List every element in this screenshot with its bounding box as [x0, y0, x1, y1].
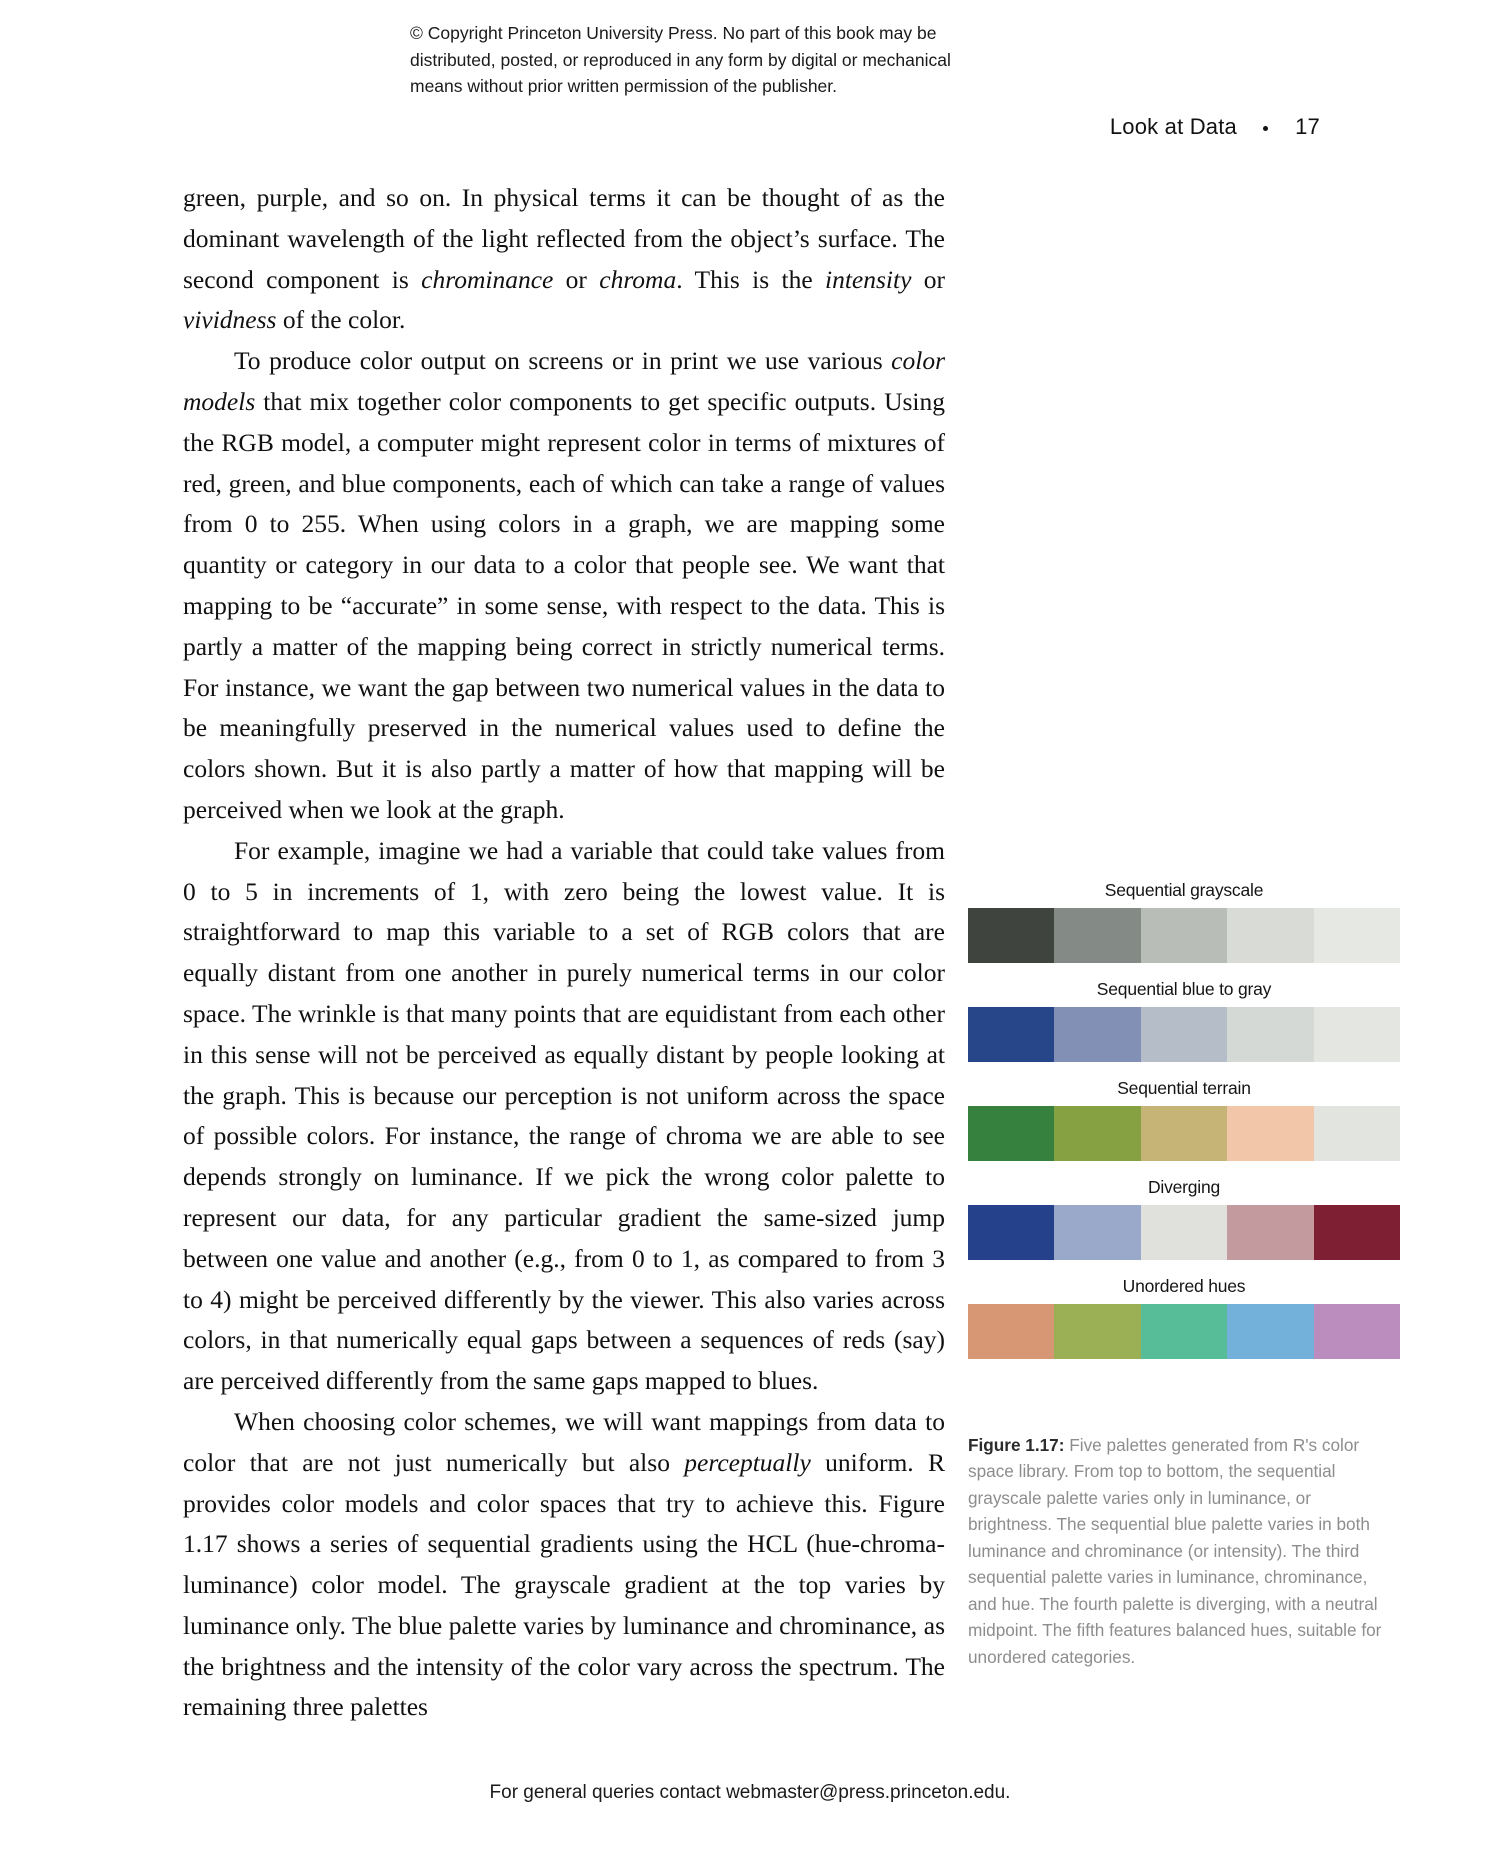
color-swatch [1227, 908, 1313, 963]
color-swatch [1227, 1007, 1313, 1062]
body-text-run: To produce color output on screens or in print we use various [234, 346, 892, 376]
palette-title: Sequential grayscale [1104, 880, 1264, 900]
color-swatch [1141, 1106, 1227, 1161]
figure-caption [968, 1432, 1398, 1670]
bullet-separator-icon [1263, 126, 1268, 131]
color-swatch [1227, 1304, 1313, 1359]
body-text-run: of the color. [276, 305, 406, 335]
color-swatch [968, 1304, 1054, 1359]
palette-title: Sequential blue to gray [1096, 979, 1272, 999]
color-swatch [968, 1205, 1054, 1260]
color-swatch [1054, 1304, 1140, 1359]
emphasized-term: chrominance [421, 264, 554, 294]
palette-swatch-row [968, 1304, 1400, 1359]
color-swatch [1141, 1205, 1227, 1260]
color-swatch [1314, 1304, 1400, 1359]
color-swatch [1054, 1205, 1140, 1260]
copyright-line-1: © Copyright Princeton University Press. No part of this book may be [410, 23, 937, 43]
body-text-run: uniform. R provides color models and color spaces that try to achieve this. Figure 1.17 shows a series of sequential gradients using the HCL (hue-chroma-luminance) color model. The grayscale gradient at the top varies by luminance only. The blue palette varies by luminance and chrominance, as the brightness and the intensity of the color vary across the spectrum. The remaining three palettes [183, 1447, 945, 1722]
palette-sequential-terrain [968, 1078, 1400, 1161]
body-text-run: When choosing color schemes, we will want mappings from data to color that are not just numerically but also [183, 1406, 945, 1477]
palette-title: Diverging [1147, 1177, 1221, 1197]
palette-swatch-row [968, 908, 1400, 963]
emphasized-term: perceptually [684, 1447, 811, 1477]
color-swatch [1054, 908, 1140, 963]
color-swatch [1054, 1007, 1140, 1062]
color-swatch [1054, 1106, 1140, 1161]
color-swatch [1314, 1205, 1400, 1260]
emphasized-term: intensity [825, 264, 912, 294]
body-text-run: For example, imagine we had a variable that could take values from 0 to 5 in increments of 1, with zero being the lowest value. It is straightforward to map this variable to a set of RGB colors that are equally distant from one another in purely numerical terms in our color space. The wrinkle is that many points that are equidistant from each other in this sense will not be perceived as equally distant by people looking at the graph. This is because our perception is not uniform across the space of possible colors. For instance, the range of chroma we are able to see depends strongly on luminance. If we pick the wrong color palette to represent our data, for any particular gradient the same-sized jump between one value and another (e.g., from 0 to 1, as compared to from 3 to 4) might be perceived differently by the viewer. This also varies across colors, in that numerically equal gaps between a sequences of reds (say) are perceived differently from the same gaps mapped to blues. [183, 835, 945, 1396]
emphasized-term: color models [183, 346, 945, 416]
body-text-run: that mix together color components to get specific outputs. Using the RGB model, a computer might represent color in terms of mixtures of red, green, and blue components, each of which can take a range of values from 0 to 255. When using colors in a graph, we are mapping some quantity or category in our data to a color that people see. We want that mapping to be “accurate” in some sense, with respect to the data. This is partly a matter of the mapping being correct in strictly numerical terms. For instance, we want the gap between two numerical values in the data to be meaningfully preserved in the numerical values used to define the colors shown. But it is also partly a matter of how that mapping will be perceived when we look at the graph. [183, 386, 945, 824]
color-swatch [1314, 1106, 1400, 1161]
palette-swatch-row [968, 1205, 1400, 1260]
color-swatch [968, 908, 1054, 963]
color-swatch [1314, 1007, 1400, 1062]
copyright-line-2: distributed, posted, or reproduced in any form by digital or mechanical [410, 49, 951, 70]
figure-caption-text: Five palettes generated from R's color space library. From top to bottom, the sequential grayscale palette varies only in luminance, or brightness. The sequential blue palette varies in both luminance and chrominance (or intensity). The third sequential palette varies in luminance, chrominance, and hue. The fourth palette is diverging, with a neutral midpoint. The fifth features balanced hues, suitable for unordered categories. [968, 1435, 1382, 1667]
palette-swatch-row [968, 1106, 1400, 1161]
palette-sequential-grayscale [968, 880, 1400, 963]
color-swatch [1227, 1106, 1313, 1161]
page-footer [0, 1782, 1500, 1804]
body-paragraph [183, 341, 945, 831]
emphasized-term: chroma [599, 264, 677, 294]
body-text-run: or [553, 264, 600, 294]
color-swatch [1227, 1205, 1313, 1260]
running-head [1110, 114, 1320, 140]
palette-sequential-blue-to-gray [968, 979, 1400, 1062]
palette-title: Unordered hues [1122, 1276, 1246, 1296]
color-swatch [1141, 1007, 1227, 1062]
body-text-run: . This is the [676, 264, 826, 294]
copyright-line-3: means without prior written permission of the publisher. [410, 76, 838, 97]
color-swatch [968, 1007, 1054, 1062]
emphasized-term: vividness [183, 305, 277, 335]
palette-swatch-row [968, 1007, 1400, 1062]
copyright-notice [410, 20, 1070, 100]
color-swatch [1314, 908, 1400, 963]
body-text-column [183, 178, 945, 1728]
color-swatch [1141, 1304, 1227, 1359]
palette-unordered-hues [968, 1276, 1400, 1359]
color-swatch [1141, 908, 1227, 963]
footer-contact-text: For general queries contact webmaster@press.princeton.edu. [489, 1782, 1011, 1803]
color-swatch [968, 1106, 1054, 1161]
palette-title: Sequential terrain [1117, 1078, 1251, 1098]
body-paragraph [183, 1402, 945, 1728]
body-text-run: green, purple, and so on. In physical terms it can be thought of as the dominant wavelength of the light reflected from the object’s surface. The second component is [183, 183, 945, 294]
body-text-run: or [911, 264, 946, 294]
running-head-chapter-title: Look at Data [1109, 114, 1237, 139]
body-paragraph [183, 831, 945, 1402]
figure-caption-label: Figure 1.17: [968, 1435, 1065, 1455]
page-number: 17 [1295, 114, 1320, 139]
palette-diverging [968, 1177, 1400, 1260]
figure-1-17-palettes [968, 880, 1400, 1359]
body-paragraph [183, 178, 945, 341]
